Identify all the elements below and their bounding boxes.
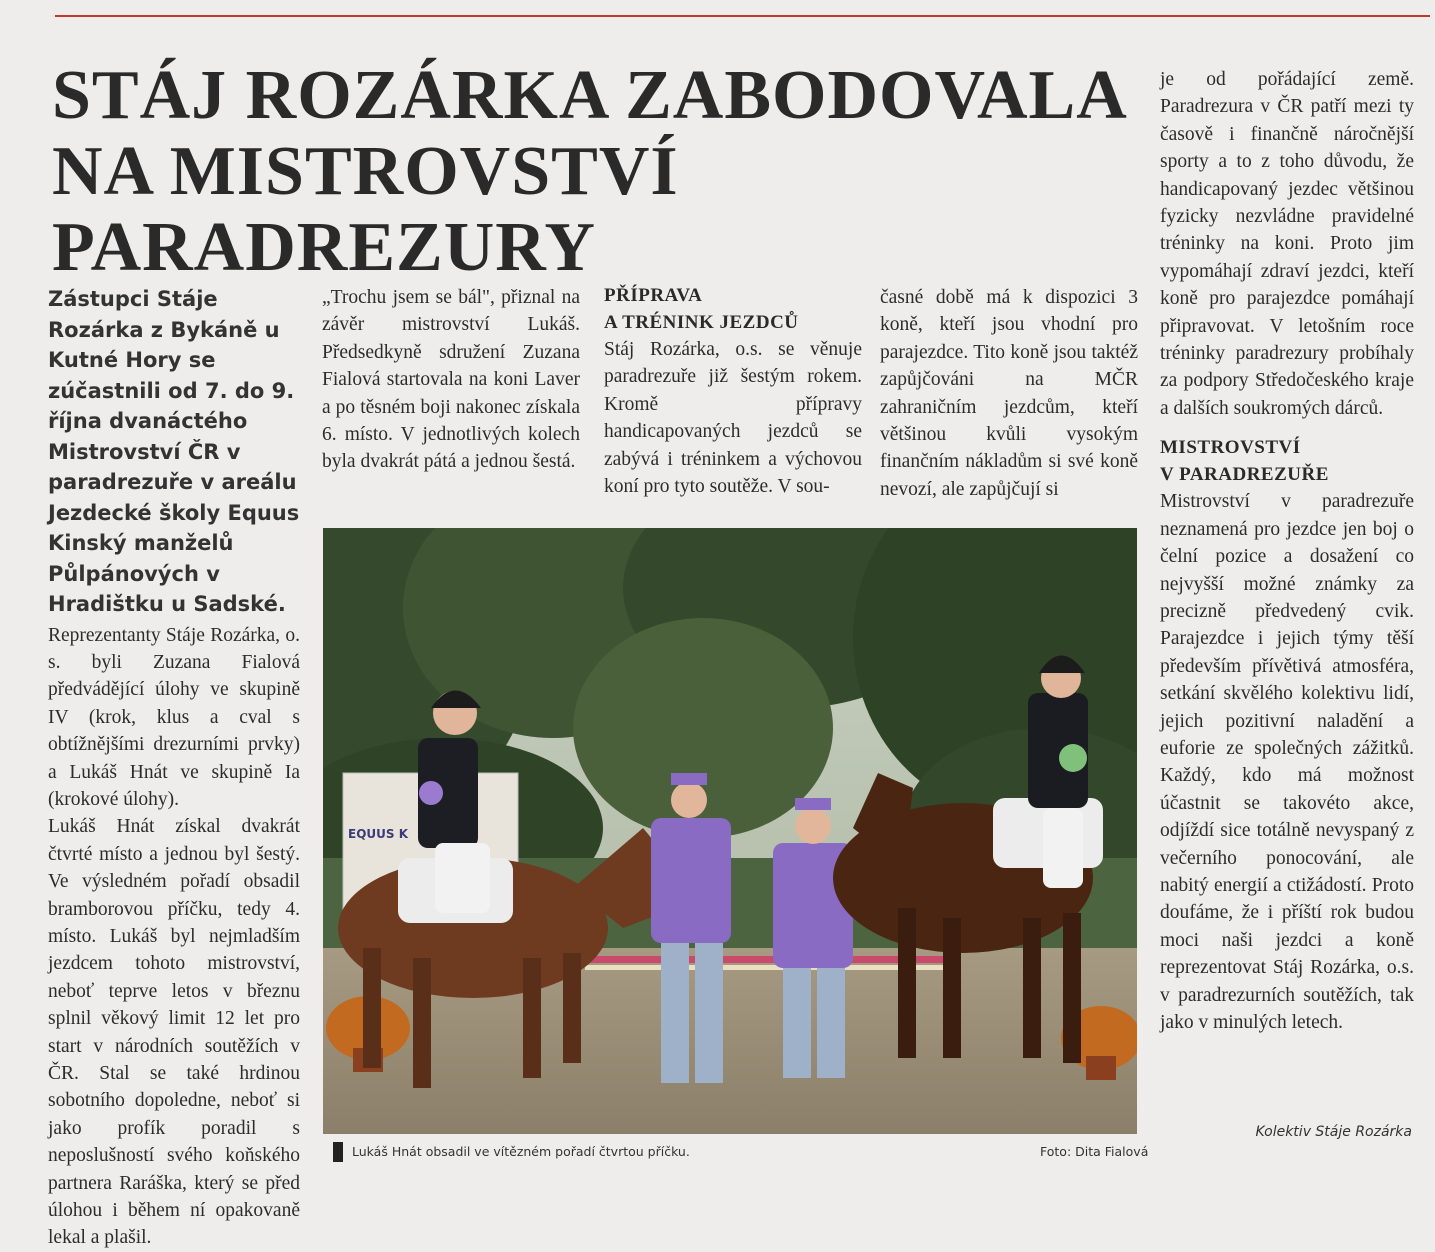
title-line-3: PARADREZURY [52,209,596,286]
section-heading: PŘÍPRAVA [604,285,703,306]
section-heading: A TRÉNINK JEZDCŮ [604,312,799,333]
column-5 [1160,66,1414,1036]
paragraph: je od pořádající země. Paradrezura v ČR patří mezi ty časově i finančně náročnější sporty a to z toho důvodu, že handicapovaný jezdec většinou fyzicky nezvládne pravidelné tréninky na koni. Proto jim vypomáhají zdraví jezdci, kteří koně pro parajezdce pomáhají připravovat. V letošním roce tréninky paradrezury probíhaly za podpory Středočeského kraje a dalších soukromých dárců. [1160,69,1414,419]
paragraph: časné době má k dispozici 3 koně, kteří jsou vhodní pro parajezdce. Tito koně jsou taktéž zapůjčováni na MČR zahraničním jezdcům, kteří většinou kvůli vysokým finančním nákladům si své koně nevozí, ale zapůjčují si [880,287,1138,500]
signature: Kolektiv Stáje Rozárka [1255,1124,1412,1140]
column-4 [880,284,1138,503]
lead-paragraph: Zástupci Stáje Rozárka z Bykáně u Kutné Hory se zúčastnili od 7. do 9. října dvanáctého Mistrovství ČR v paradrezuře v areálu Jezdecké školy Equus Kinský manželů Půlpánových v Hradištku u Sadské. [48,287,300,616]
column-1 [48,284,300,1252]
column-2 [322,284,580,476]
section-heading: MISTROVSTVÍ [1160,437,1301,459]
caption-marker [333,1142,343,1162]
photo-caption: Lukáš Hnát obsadil ve vítězném pořadí čtvrtou příčku. [352,1144,690,1159]
title-line-1: STÁJ ROZÁRKA ZABODOVALA [52,57,1128,134]
paragraph: Lukáš Hnát získal dvakrát čtvrté místo a jednou byl šestý. Ve výsledném pořadí obsadil bramborovou příčku, tedy 4. místo. Lukáš byl nejmladším jezdcem tohoto mistrovství, neboť teprve letos v březnu splnil věkový limit 12 let pro start v národních soutěžích v ČR. Stal se také hrdinou sobotního dopoledne, neboť si jako profík poradil s neposlušností svého koňského partnera Raráška, který se před úlohou i během ní opakovaně lekal a plašil. [48,816,300,1249]
article-title [52,58,1152,286]
paragraph: Stáj Rozárka, o.s. se věnuje paradrezuře již šestým rokem. Kromě přípravy handicapovaných jezdců se zabývá i tréninkem a výchovou koní pro tyto soutěže. V sou- [604,339,862,498]
paragraph: Mistrovství v paradrezuře neznamená pro jezdce jen boj o čelní pozice a dosažení co nejvyšší možné známky za precizně předvedený cvik. Parajezdce i jejich týmy těší především přívětivá atmosféra, setkání skvělého kolektivu lidí, jejich pozitivní naladění a euforie ze společných zážitků. Každý, kdo má možnost účastnit se takovéto akce, odjíždí sice totálně nevyspaný z večerního ponocování, ale nabitý energií a ctižádostí. Proto doufáme, že i příští rok budou moci naši jezdci a koně reprezentovat Stáj Rozárka, o.s. v paradrezurních soutěžích, tak jako v minulých letech. [1160,491,1414,1033]
column-3 [604,282,862,500]
photo-credit: Foto: Dita Fialová [1040,1144,1149,1159]
photo-illustration [323,528,1137,1134]
top-red-rule [55,15,1430,17]
article-photo [323,528,1137,1134]
paragraph: Reprezentanty Stáje Rozárka, o. s. byli Zuzana Fialová předvádějící úlohy ve skupině IV (krok, klus a cval s obtížnějšími drezurními prvky) a Lukáš Hnát ve skupině Ia (krokové úlohy). [48,624,300,810]
banner-text: EQUUS K [348,827,409,841]
section-heading: V PARADREZUŘE [1160,464,1329,486]
title-line-2: NA MISTROVSTVÍ [52,133,679,210]
paragraph: „Trochu jsem se bál", přiznal na závěr mistrovství Lukáš. Předsedkyně sdružení Zuzana Fialová startovala na koni Laver a po těsném boji nakonec získala 6. místo. V jednotlivých kolech byla dvakrát pátá a jednou šestá. [322,287,580,473]
